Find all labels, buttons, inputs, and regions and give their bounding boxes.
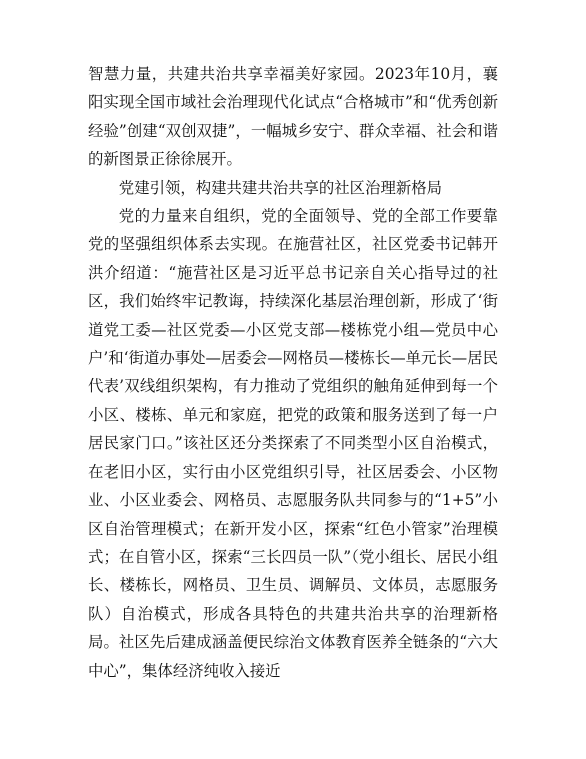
document-body [88, 60, 498, 685]
paragraph-body: 党的力量来自组织，党的全面领导、党的全部工作要靠党的坚强组织体系去实现。在施营社区，社区党委书记韩开洪介绍道：“施营社区是习近平总书记亲自关心指导过的社区，我们始终牢记教诲，持续深化基层治理创新，形成了‘街道党工委—社区党委—小区党支部—楼栋党小组—党员中心户’和‘街道办事处—居委会—网格员—楼栋长—单元长—居民代表’双线组织架构，有力推动了党组织的触角延伸到每一个小区、楼栋、单元和家庭，把党的政策和服务送到了每一户居民家门口。”该社区还分类探索了不同类型小区自治模式，在老旧小区，实行由小区党组织引导，社区居委会、小区物业、小区业委会、网格员、志愿服务队共同参与的“1+5”小区自治管理模式；在新开发小区，探索“红色小管家”治理模式；在自管小区，探索“三长四员一队”（党小组长、居民小组长、楼栋长，网格员、卫生员、调解员、文体员，志愿服务队）自治模式，形成各具特色的共建共治共享的治理新格局。社区先后建成涵盖便民综治文体教育医养全链条的“六大中心”，集体经济纯收入接近 [88, 207, 498, 680]
paragraph-continuation: 智慧力量，共建共治共享幸福美好家园。2023年10月，襄阳实现全国市域社会治理现代化试点“合格城市”和“优秀创新经验”创建“双创双捷”，一幅城乡安宁、群众幸福、社会和谐的新图景正徐徐展开。 [88, 65, 498, 169]
section-heading: 党建引领，构建共建共治共享的社区治理新格局 [118, 178, 443, 197]
